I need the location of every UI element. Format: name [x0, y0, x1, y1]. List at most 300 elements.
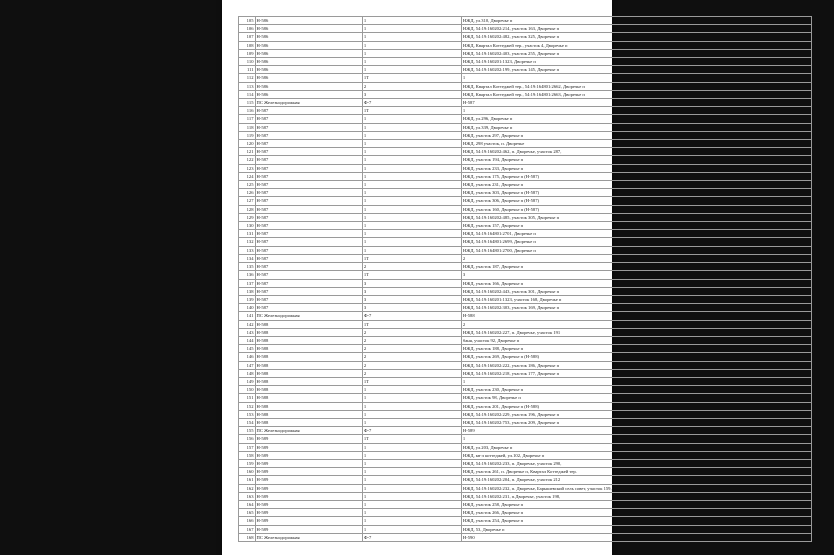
row-number-cell: 109 — [239, 49, 256, 57]
description-cell: НЖД, участок 254, Дворечье п — [461, 517, 811, 525]
description-cell: 2 — [461, 254, 811, 262]
description-cell: Н-587 — [461, 99, 811, 107]
table-row — [239, 66, 812, 74]
row-number-cell: 163 — [239, 492, 256, 500]
feeder-cell: 1 — [362, 33, 461, 41]
table-row — [239, 402, 812, 410]
row-number-cell: 123 — [239, 164, 256, 172]
feeder-cell: 3 — [362, 287, 461, 295]
table-row — [239, 427, 812, 435]
table-row — [239, 377, 812, 385]
description-cell: НЖД, участок 303, Дворечье п (Н-587) — [461, 189, 811, 197]
row-number-cell: 106 — [239, 25, 256, 33]
feeder-cell: 1 — [362, 205, 461, 213]
table-row — [239, 140, 812, 148]
source-cell: Н-588 — [255, 336, 362, 344]
feeder-cell: 1 — [362, 402, 461, 410]
feeder-cell: 1 — [362, 49, 461, 57]
table-row — [239, 525, 812, 533]
source-cell: Н-587 — [255, 279, 362, 287]
description-cell: НЖД, 298 участок, п. Дворечье — [461, 140, 811, 148]
row-number-cell: 147 — [239, 361, 256, 369]
description-cell: НЖД, 53, Дворечье п — [461, 525, 811, 533]
feeder-cell: 1 — [362, 25, 461, 33]
feeder-cell: Ф-7 — [362, 312, 461, 320]
feeder-cell: 1 — [362, 131, 461, 139]
table-row — [239, 287, 812, 295]
table-row — [239, 25, 812, 33]
description-cell: НЖД, участок 297, Дворечье п — [461, 131, 811, 139]
table-row — [239, 189, 812, 197]
row-number-cell: 167 — [239, 525, 256, 533]
table-row — [239, 222, 812, 230]
source-cell: Н-587 — [255, 140, 362, 148]
substation-table — [238, 16, 812, 542]
source-cell: Н-587 — [255, 205, 362, 213]
row-number-cell: 139 — [239, 295, 256, 303]
table-row — [239, 148, 812, 156]
source-cell: Н-586 — [255, 33, 362, 41]
description-cell: 3 — [461, 271, 811, 279]
table-row — [239, 246, 812, 254]
feeder-cell: 1 — [362, 148, 461, 156]
feeder-cell: 1Т — [362, 107, 461, 115]
source-cell: Н-586 — [255, 49, 362, 57]
feeder-cell: 1 — [362, 58, 461, 66]
table-body — [239, 17, 812, 542]
description-cell: НЖД, 54:19:160202:403, участок 255, Дворечье п — [461, 49, 811, 57]
table-row — [239, 58, 812, 66]
source-cell: Н-587 — [255, 189, 362, 197]
source-cell: Н-587 — [255, 115, 362, 123]
table-row — [239, 213, 812, 221]
table-row — [239, 435, 812, 443]
source-cell: Н-588 — [255, 418, 362, 426]
table-row — [239, 410, 812, 418]
row-number-cell: 111 — [239, 66, 256, 74]
description-cell: НЖД, 54:19:160202:462, п. Дворечье, участок 287, — [461, 148, 811, 156]
source-cell: Н-588 — [255, 328, 362, 336]
table-row — [239, 509, 812, 517]
feeder-cell: 2 — [362, 263, 461, 271]
table-row — [239, 181, 812, 189]
row-number-cell: 142 — [239, 320, 256, 328]
feeder-cell: 1 — [362, 213, 461, 221]
description-cell: НЖД, участок 175, Дворечье п (Н-587) — [461, 172, 811, 180]
source-cell: Н-588 — [255, 361, 362, 369]
source-cell: Н-588 — [255, 345, 362, 353]
row-number-cell: 164 — [239, 500, 256, 508]
source-cell: ПС Железнодорожная — [255, 312, 362, 320]
source-cell: Н-587 — [255, 148, 362, 156]
source-cell: Н-587 — [255, 287, 362, 295]
description-cell: НЖД, 54:19:160202:233, п. Дворечье, участок 290, — [461, 459, 811, 467]
row-number-cell: 122 — [239, 156, 256, 164]
source-cell: Н-589 — [255, 476, 362, 484]
description-cell: НЖД, участок 160, Дворечье п (Н-587) — [461, 205, 811, 213]
table-row — [239, 33, 812, 41]
row-number-cell: 159 — [239, 459, 256, 467]
table-row — [239, 418, 812, 426]
row-number-cell: 120 — [239, 140, 256, 148]
table-row — [239, 394, 812, 402]
feeder-cell: Ф-7 — [362, 533, 461, 541]
feeder-cell: 1 — [362, 140, 461, 148]
description-cell: НЖД, ул.310, Дворечье п — [461, 17, 811, 25]
feeder-cell: 1Т — [362, 271, 461, 279]
source-cell: Н-586 — [255, 41, 362, 49]
row-number-cell: 144 — [239, 336, 256, 344]
description-cell: Н-589 — [461, 427, 811, 435]
feeder-cell: 1Т — [362, 320, 461, 328]
table-row — [239, 230, 812, 238]
feeder-cell: 1 — [362, 451, 461, 459]
source-cell: Н-589 — [255, 484, 362, 492]
source-cell: Н-587 — [255, 238, 362, 246]
source-cell: Н-586 — [255, 90, 362, 98]
source-cell: Н-588 — [255, 386, 362, 394]
table-row — [239, 476, 812, 484]
row-number-cell: 133 — [239, 246, 256, 254]
description-cell: НЖД, участок 306, Дворечье п (Н-587) — [461, 197, 811, 205]
description-cell: НЖД, 54:19:160201:1323, участок 168, Дворечье п — [461, 295, 811, 303]
description-cell: НЖД, 54:19:164801:2699, Дворечье п — [461, 238, 811, 246]
description-cell: НЖД, участок 269, Дворечье п (Н-588) — [461, 353, 811, 361]
row-number-cell: 125 — [239, 181, 256, 189]
row-number-cell: 124 — [239, 172, 256, 180]
table-row — [239, 533, 812, 541]
description-cell: НЖД, участок 266, Дворечье п — [461, 509, 811, 517]
description-cell: НЖД, участок 98, Дворечье п — [461, 394, 811, 402]
row-number-cell: 138 — [239, 287, 256, 295]
table-row — [239, 123, 812, 131]
feeder-cell: 1 — [362, 164, 461, 172]
feeder-cell: 1 — [362, 492, 461, 500]
row-number-cell: 117 — [239, 115, 256, 123]
row-number-cell: 115 — [239, 99, 256, 107]
feeder-cell: 2 — [362, 336, 461, 344]
source-cell: Н-587 — [255, 164, 362, 172]
row-number-cell: 165 — [239, 509, 256, 517]
description-cell: НЖД, 54:19:164801:2701, Дворечье п — [461, 230, 811, 238]
table-row — [239, 254, 812, 262]
source-cell: Н-587 — [255, 263, 362, 271]
table-row — [239, 238, 812, 246]
feeder-cell: 1 — [362, 386, 461, 394]
description-cell: баня, участок 92, Дворечье п — [461, 336, 811, 344]
source-cell: Н-587 — [255, 246, 362, 254]
description-cell: НЖД, участок 230, Дворечье п — [461, 386, 811, 394]
feeder-cell: 1 — [362, 418, 461, 426]
source-cell: Н-587 — [255, 172, 362, 180]
feeder-cell: 1 — [362, 476, 461, 484]
source-cell: Н-589 — [255, 459, 362, 467]
feeder-cell: Ф-7 — [362, 99, 461, 107]
description-cell: НЖД, участок 166, Дворечье п — [461, 279, 811, 287]
row-number-cell: 151 — [239, 394, 256, 402]
feeder-cell: 1 — [362, 484, 461, 492]
table-row — [239, 41, 812, 49]
description-cell: НЖД, 54:19:160202:482, участок 325, Дворечье п — [461, 33, 811, 41]
source-cell: Н-589 — [255, 451, 362, 459]
feeder-cell: 1 — [362, 197, 461, 205]
row-number-cell: 134 — [239, 254, 256, 262]
table-row — [239, 492, 812, 500]
feeder-cell: 3 — [362, 295, 461, 303]
table-row — [239, 443, 812, 451]
source-cell: ПС Железнодорожная — [255, 99, 362, 107]
source-cell: Н-586 — [255, 58, 362, 66]
table-row — [239, 517, 812, 525]
row-number-cell: 157 — [239, 443, 256, 451]
row-number-cell: 153 — [239, 410, 256, 418]
description-cell: НЖД, 54:19:160202:303, участок 169, Дворечье п — [461, 304, 811, 312]
table-row — [239, 49, 812, 57]
row-number-cell: 110 — [239, 58, 256, 66]
source-cell: Н-587 — [255, 131, 362, 139]
source-cell: Н-587 — [255, 254, 362, 262]
row-number-cell: 143 — [239, 328, 256, 336]
row-number-cell: 146 — [239, 353, 256, 361]
feeder-cell: 1 — [362, 230, 461, 238]
source-cell: Н-587 — [255, 213, 362, 221]
feeder-cell: 1 — [362, 222, 461, 230]
feeder-cell: 1Т — [362, 377, 461, 385]
source-cell: ПС Железнодорожная — [255, 533, 362, 541]
feeder-cell: 1 — [362, 459, 461, 467]
table-row — [239, 271, 812, 279]
source-cell: Н-588 — [255, 320, 362, 328]
table-row — [239, 279, 812, 287]
source-cell: Н-586 — [255, 74, 362, 82]
row-number-cell: 113 — [239, 82, 256, 90]
feeder-cell: 1 — [362, 115, 461, 123]
description-cell: НЖД, 54:19:160202:443, участок 301, Дворечье п — [461, 287, 811, 295]
source-cell: Н-589 — [255, 443, 362, 451]
row-number-cell: 158 — [239, 451, 256, 459]
source-cell: Н-588 — [255, 394, 362, 402]
feeder-cell: 1 — [362, 17, 461, 25]
row-number-cell: 121 — [239, 148, 256, 156]
source-cell: Н-586 — [255, 82, 362, 90]
source-cell: Н-587 — [255, 123, 362, 131]
feeder-cell: 2 — [362, 369, 461, 377]
row-number-cell: 154 — [239, 418, 256, 426]
description-cell: Н-590 — [461, 533, 811, 541]
description-cell: НЖД, 54:19:160202:485, участок 305, Дворечье п — [461, 213, 811, 221]
source-cell: Н-588 — [255, 377, 362, 385]
table-row — [239, 312, 812, 320]
row-number-cell: 126 — [239, 189, 256, 197]
description-cell: НЖД, ул.203, Дворечье п — [461, 443, 811, 451]
row-number-cell: 156 — [239, 435, 256, 443]
description-cell: НЖД, Квартал Коттеджей тер., 54:19:164801:2662, Дворечье п — [461, 82, 811, 90]
table-row — [239, 361, 812, 369]
table-row — [239, 156, 812, 164]
description-cell: 2 — [461, 320, 811, 328]
feeder-cell: 1 — [362, 517, 461, 525]
row-number-cell: 140 — [239, 304, 256, 312]
source-cell: Н-587 — [255, 156, 362, 164]
source-cell: Н-589 — [255, 509, 362, 517]
description-cell: НЖД, участок 194, Дворечье п — [461, 156, 811, 164]
row-number-cell: 149 — [239, 377, 256, 385]
table-row — [239, 295, 812, 303]
row-number-cell: 108 — [239, 41, 256, 49]
feeder-cell: 1 — [362, 443, 461, 451]
description-cell: НЖД, участок 261, п. Дворечье п, Квартал Коттеджей тер. — [461, 468, 811, 476]
feeder-cell: 2 — [362, 353, 461, 361]
row-number-cell: 131 — [239, 230, 256, 238]
source-cell: Н-589 — [255, 435, 362, 443]
description-cell: НЖД, 54:19:160202:214, участок 163, Дворечье п — [461, 25, 811, 33]
description-cell: НЖД, участок 231, Дворечье п — [461, 181, 811, 189]
source-cell: Н-589 — [255, 525, 362, 533]
row-number-cell: 137 — [239, 279, 256, 287]
description-cell: НЖД, 54:19:164801:2700, Дворечье п — [461, 246, 811, 254]
table-row — [239, 369, 812, 377]
description-cell: НЖД, участок 157, Дворечье п — [461, 222, 811, 230]
row-number-cell: 155 — [239, 427, 256, 435]
table-row — [239, 90, 812, 98]
row-number-cell: 168 — [239, 533, 256, 541]
feeder-cell: 2 — [362, 82, 461, 90]
description-cell: НЖД, кв-л коттеджей, ул.102, Дворечье п — [461, 451, 811, 459]
row-number-cell: 129 — [239, 213, 256, 221]
source-cell: Н-588 — [255, 410, 362, 418]
table-row — [239, 263, 812, 271]
feeder-cell: 1 — [362, 66, 461, 74]
row-number-cell: 141 — [239, 312, 256, 320]
feeder-cell: 1 — [362, 525, 461, 533]
feeder-cell: 1Т — [362, 74, 461, 82]
feeder-cell: 2 — [362, 328, 461, 336]
description-cell: НЖД, 54:19:160202:232, п. Дворечье, Барышевский сель совет, участок 159, — [461, 484, 811, 492]
feeder-cell: 2 — [362, 361, 461, 369]
row-number-cell: 136 — [239, 271, 256, 279]
table-row — [239, 82, 812, 90]
row-number-cell: 119 — [239, 131, 256, 139]
source-cell: Н-589 — [255, 492, 362, 500]
feeder-cell: Ф-7 — [362, 427, 461, 435]
source-cell: Н-587 — [255, 230, 362, 238]
row-number-cell: 107 — [239, 33, 256, 41]
table-row — [239, 131, 812, 139]
description-cell: НЖД, 54:19:160202:229, участок 196, Дворечье п — [461, 410, 811, 418]
description-cell: 1 — [461, 435, 811, 443]
source-cell: Н-587 — [255, 107, 362, 115]
source-cell: Н-588 — [255, 369, 362, 377]
feeder-cell: 1 — [362, 509, 461, 517]
description-cell: 1 — [461, 74, 811, 82]
feeder-cell: 1 — [362, 189, 461, 197]
table-row — [239, 205, 812, 213]
table-row — [239, 17, 812, 25]
feeder-cell: 1 — [362, 41, 461, 49]
table-row — [239, 386, 812, 394]
description-cell: НЖД, ул.339, Дворечье п — [461, 123, 811, 131]
table-row — [239, 451, 812, 459]
source-cell: Н-586 — [255, 66, 362, 74]
source-cell: Н-588 — [255, 402, 362, 410]
feeder-cell: 1 — [362, 394, 461, 402]
description-cell: НЖД, 54:19:160202:204, п. Дворечье, участок 212 — [461, 476, 811, 484]
table-row — [239, 164, 812, 172]
table-row — [239, 336, 812, 344]
row-number-cell: 132 — [239, 238, 256, 246]
description-cell: НЖД, 54:19:160201:1323, Дворечье п — [461, 58, 811, 66]
description-cell: Н-588 — [461, 312, 811, 320]
row-number-cell: 130 — [239, 222, 256, 230]
description-cell: НЖД, Квартал Коттеджей тер., 54:19:164801:2663, Дворечье п — [461, 90, 811, 98]
description-cell: НЖД, участок 258, Дворечье п — [461, 500, 811, 508]
source-cell: Н-588 — [255, 353, 362, 361]
source-cell: Н-589 — [255, 517, 362, 525]
row-number-cell: 128 — [239, 205, 256, 213]
row-number-cell: 152 — [239, 402, 256, 410]
source-cell: ПС Железнодорожная — [255, 427, 362, 435]
row-number-cell: 150 — [239, 386, 256, 394]
description-cell: НЖД, участок 201, Дворечье п (Н-588) — [461, 402, 811, 410]
description-cell: 1 — [461, 377, 811, 385]
row-number-cell: 105 — [239, 17, 256, 25]
description-cell: НЖД, участок 188, Дворечье п — [461, 345, 811, 353]
description-cell: НЖД, 54:19:160202:231, п.Дворечье, участок 198, — [461, 492, 811, 500]
table-row — [239, 99, 812, 107]
feeder-cell: 3 — [362, 279, 461, 287]
feeder-cell: 1 — [362, 156, 461, 164]
feeder-cell: 1 — [362, 181, 461, 189]
row-number-cell: 127 — [239, 197, 256, 205]
feeder-cell: 1Т — [362, 254, 461, 262]
row-number-cell: 118 — [239, 123, 256, 131]
description-cell: НЖД, 54:19:160202:227, п. Дворечье, участок 191 — [461, 328, 811, 336]
table-row — [239, 107, 812, 115]
feeder-cell: 1 — [362, 123, 461, 131]
description-cell: НЖД, ул.296, Дворечье п — [461, 115, 811, 123]
feeder-cell: 2 — [362, 345, 461, 353]
row-number-cell: 160 — [239, 468, 256, 476]
row-number-cell: 166 — [239, 517, 256, 525]
description-cell: НЖД, Квартал Коттеджей тер., участок 4, Дворечье п — [461, 41, 811, 49]
row-number-cell: 162 — [239, 484, 256, 492]
source-cell: Н-587 — [255, 222, 362, 230]
feeder-cell: 3 — [362, 304, 461, 312]
table-row — [239, 172, 812, 180]
description-cell: НЖД, 54:19:160202:218, участок 177, Дворечье п — [461, 369, 811, 377]
row-number-cell: 116 — [239, 107, 256, 115]
description-cell: НЖД, 54:19:160202:753, участок 209, Дворечье п — [461, 418, 811, 426]
source-cell: Н-587 — [255, 295, 362, 303]
table-row — [239, 320, 812, 328]
table-row — [239, 500, 812, 508]
feeder-cell: 1 — [362, 238, 461, 246]
source-cell: Н-587 — [255, 181, 362, 189]
table-row — [239, 484, 812, 492]
table-row — [239, 115, 812, 123]
description-cell: НЖД, 54:19:160202:199, участок 145, Дворечье п — [461, 66, 811, 74]
table-row — [239, 459, 812, 467]
feeder-cell: 1 — [362, 410, 461, 418]
row-number-cell: 114 — [239, 90, 256, 98]
description-cell: 1 — [461, 107, 811, 115]
row-number-cell: 112 — [239, 74, 256, 82]
source-cell: Н-586 — [255, 17, 362, 25]
feeder-cell: 1 — [362, 468, 461, 476]
description-cell: НЖД, участок 233, Дворечье п — [461, 164, 811, 172]
feeder-cell: 1Т — [362, 435, 461, 443]
table-row — [239, 304, 812, 312]
